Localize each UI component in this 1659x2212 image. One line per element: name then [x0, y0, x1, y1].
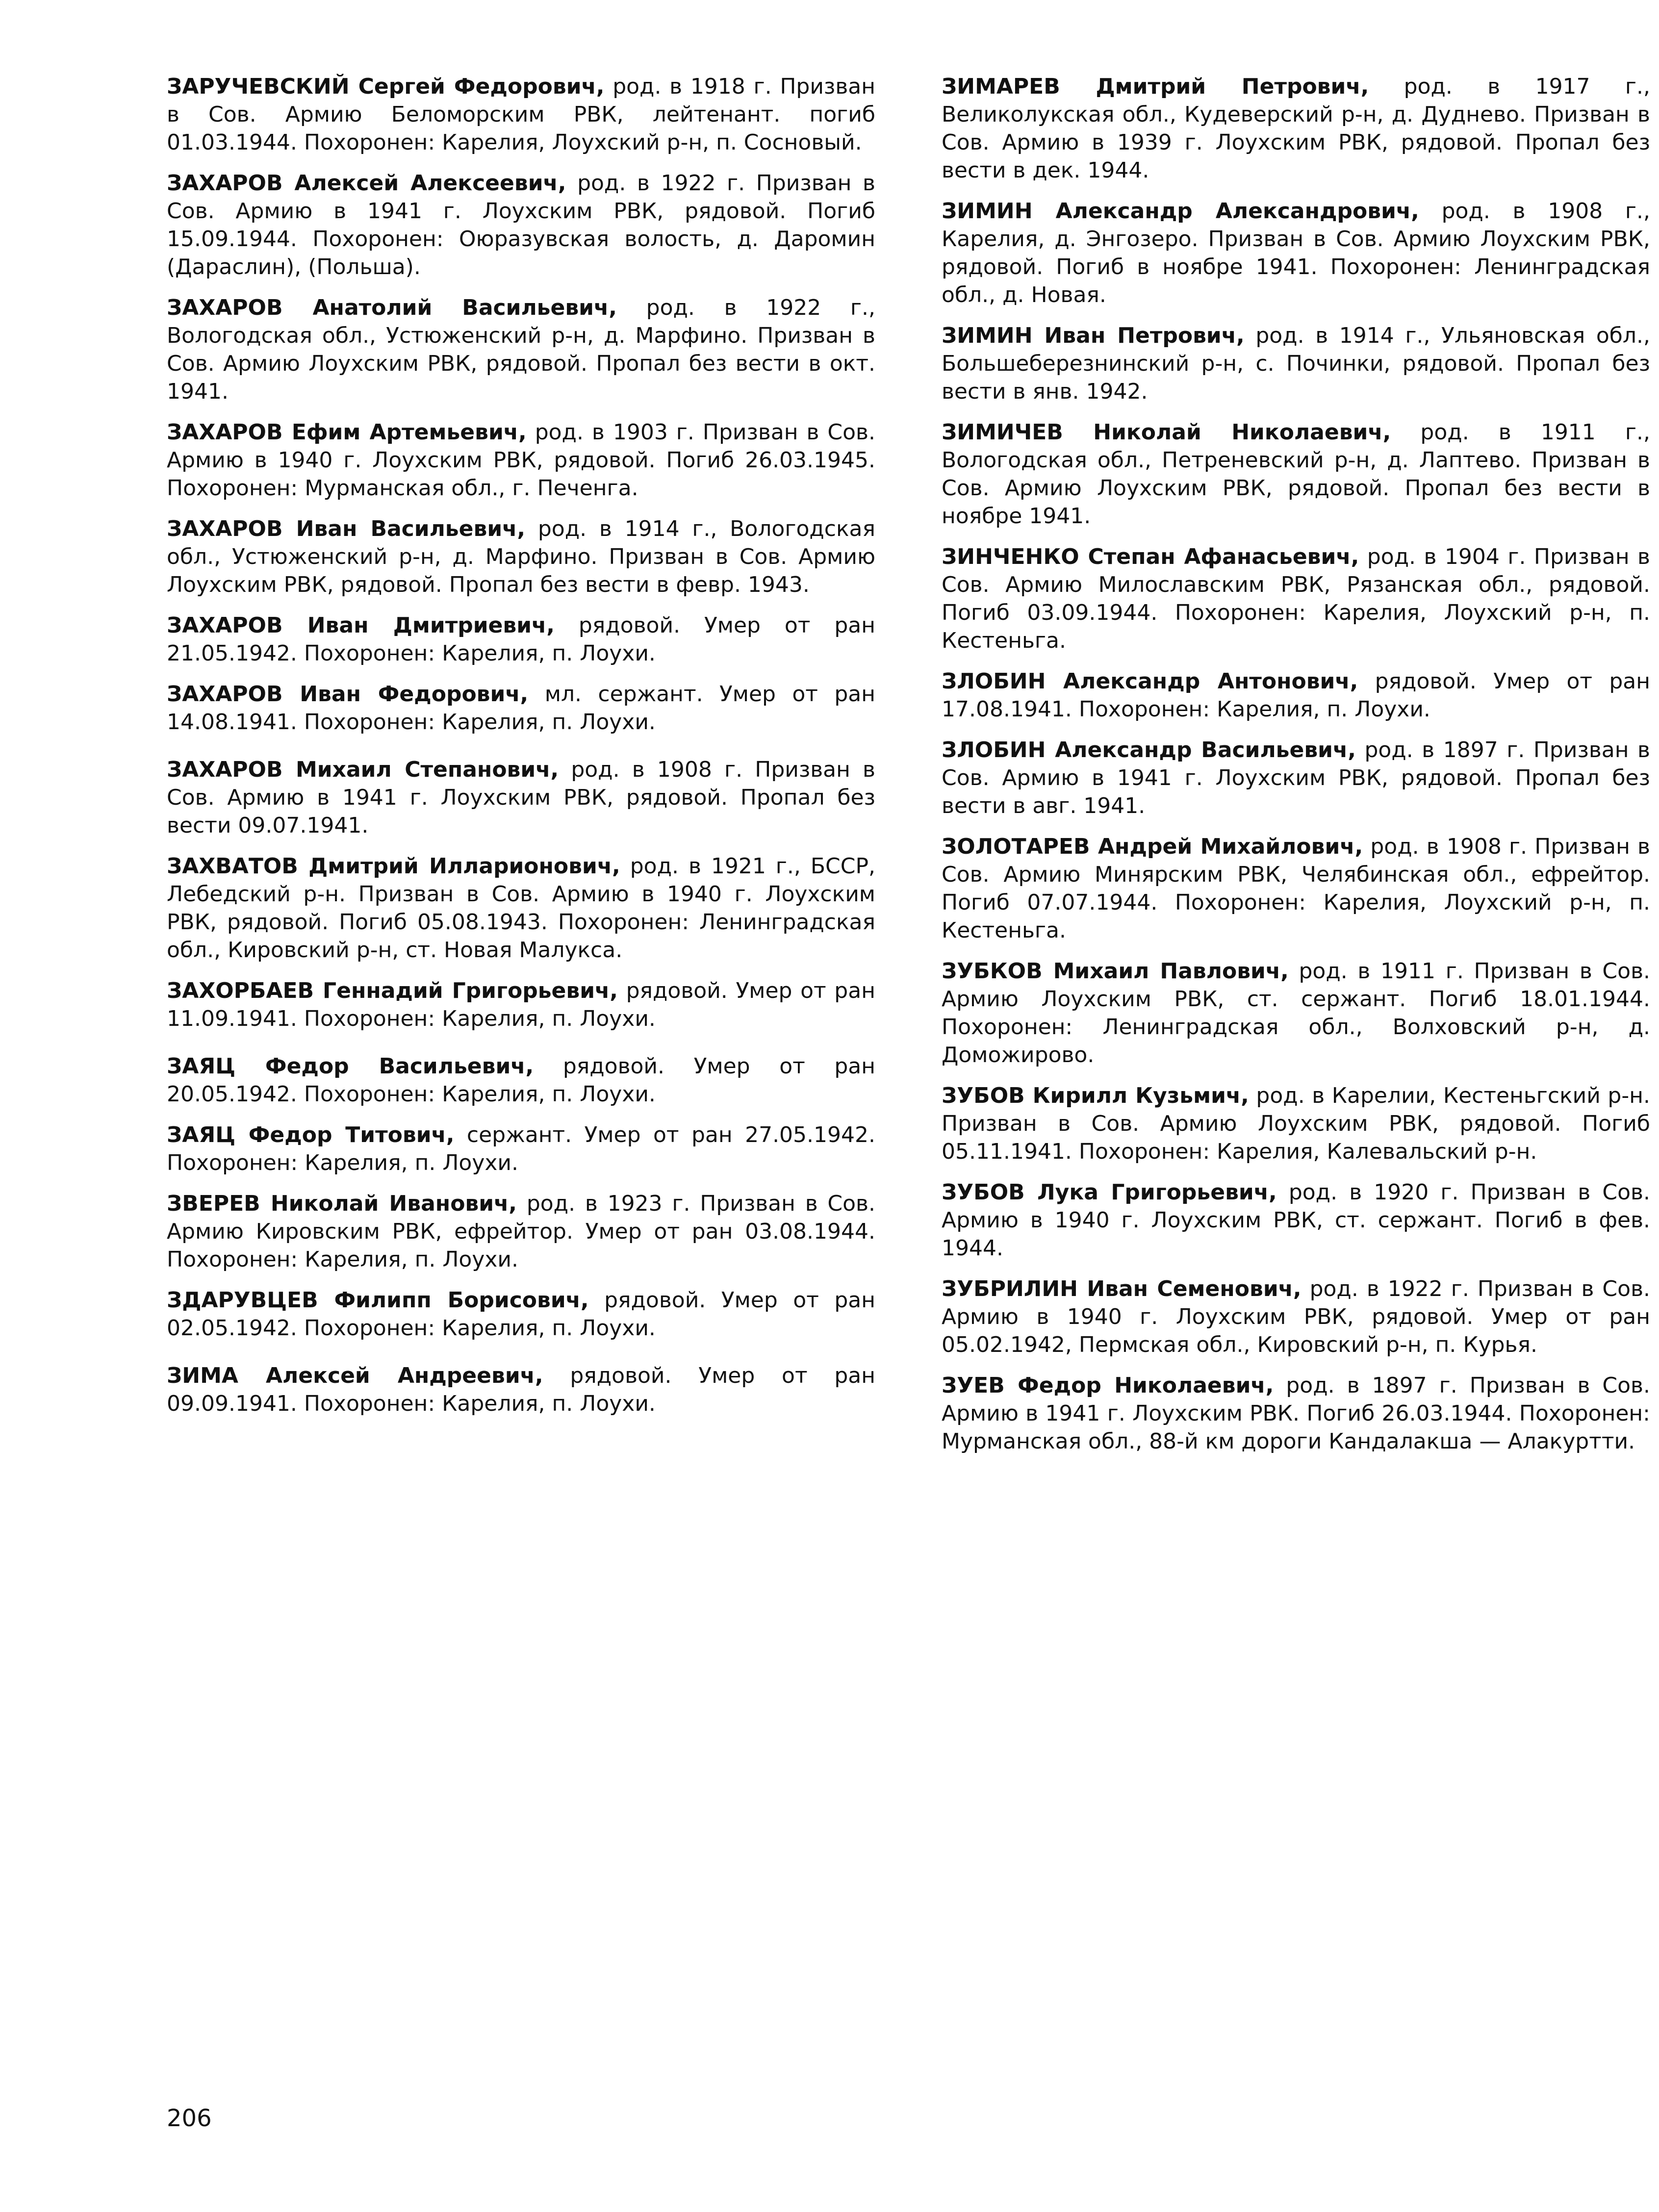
entry-zubkov [942, 957, 1650, 1069]
entry-text: род. в 1914 г., Вологодская обл., Устюженский р-н, д. Марфино. Призван в Сов. Армию Лоухским РВК, рядовой. Пропал без вести в февр. 1943. [167, 516, 875, 597]
page-number: 206 [167, 2105, 212, 2132]
entry-name: ЗИМА Алексей Андреевич, [167, 1363, 543, 1388]
entry-zimarev [942, 73, 1650, 184]
entry-text: рядовой. Умер от ран 11.09.1941. Похоронен: Карелия, п. Лоухи. [167, 978, 875, 1031]
entry-zubov-luka [942, 1178, 1650, 1262]
entry-zimin-aleksandr [942, 197, 1650, 309]
entry-text: род. в 1922 г., Вологодская обл., Устюженский р-н, д. Марфино. Призван в Сов. Армию Лоухским РВК, рядовой. Пропал без вести в окт. 1941. [167, 295, 875, 404]
entry-zuev [942, 1372, 1650, 1455]
entry-name: ЗУБКОВ Михаил Павлович, [942, 959, 1289, 984]
entry-name: ЗАХАРОВ Иван Дмитриевич, [167, 613, 555, 638]
entry-name: ЗАХАРОВ Алексей Алексеевич, [167, 171, 566, 196]
entry-zakharov-mikhail [167, 756, 875, 839]
entry-name: ЗВЕРЕВ Николай Иванович, [167, 1191, 517, 1216]
entry-text: сержант. Умер от ран 27.05.1942. Похоронен: Карелия, п. Лоухи. [167, 1122, 875, 1175]
entry-name: ЗАХАРОВ Анатолий Васильевич, [167, 295, 617, 320]
entry-name: ЗИМАРЕВ Дмитрий Петрович, [942, 74, 1369, 99]
entry-zakharov-ivan-fedorovich [167, 680, 875, 736]
entry-zakharov-efim [167, 418, 875, 502]
entry-text: род. в 1897 г. Призван в Сов. Армию в 1941 г. Лоухским РВК, рядовой. Пропал без вести в авг. 1941. [942, 737, 1650, 818]
entry-text: род. в 1921 г., БССР, Лебедский р-н. Призван в Сов. Армию в 1940 г. Лоухским РВК, рядовой. Погиб 05.08.1943. Похоронен: Ленинградская обл., Кировский р-н, ст. Новая Малукса. [167, 854, 875, 963]
entry-zimichev [942, 418, 1650, 530]
entry-zakharov-ivan-dmitrievich [167, 611, 875, 667]
entry-zakhorbaev [167, 977, 875, 1033]
entry-text: рядовой. Умер от ран 20.05.1942. Похоронен: Карелия, п. Лоухи. [167, 1054, 875, 1107]
entry-name: ЗИМИН Иван Петрович, [942, 323, 1245, 348]
entry-text: род. в 1918 г. Призван в Сов. Армию Беломорским РВК, лейтенант. погиб 01.03.1944. Похоронен: Карелия, Лоухский р-н, п. Сосновый. [167, 74, 875, 155]
entry-zubov-kirill [942, 1082, 1650, 1166]
entry-name: ЗИНЧЕНКО Степан Афанасьевич, [942, 544, 1359, 569]
entry-text: род. в 1922 г. Призван в Сов. Армию в 1940 г. Лоухским РВК, рядовой. Умер от ран 05.02.1942, Пермская обл., Кировский р-н, п. Курья. [942, 1276, 1650, 1357]
entry-name: ЗУБРИЛИН Иван Семенович, [942, 1276, 1302, 1301]
entry-name: ЗАХОРБАЕВ Геннадий Григорьевич, [167, 978, 618, 1003]
entry-text: род. в 1903 г. Призван в Сов. Армию в 1940 г. Лоухским РВК, рядовой. Погиб 26.03.1945. Похоронен: Мурманская обл., г. Печенга. [167, 420, 875, 501]
entry-text: род. в 1911 г. Призван в Сов. Армию Лоухским РВК, ст. сержант. Погиб 18.01.1944. Похоронен: Ленинградская обл., Волховский р-н, д. Доможирово. [942, 959, 1650, 1068]
entry-name: ЗАХАРОВ Михаил Степанович, [167, 757, 559, 782]
entry-text: род. в 1917 г., Великолукская обл., Кудеверский р-н, д. Дуднево. Призван в Сов. Армию в 1939 г. Лоухским РВК, рядовой. Пропал без вести в дек. 1944. [942, 74, 1650, 183]
entry-name: ЗАРУЧЕВСКИЙ Сергей Федорович, [167, 74, 605, 99]
entry-text: рядовой. Умер от ран 09.09.1941. Похоронен: Карелия, п. Лоухи. [167, 1363, 875, 1416]
entry-zakharov-anatoly [167, 294, 875, 406]
entry-zlobin-vasilyevich [942, 736, 1650, 820]
entry-zakhvatov [167, 852, 875, 964]
entry-name: ЗИМИН Александр Александрович, [942, 199, 1419, 224]
entry-zolotarev [942, 833, 1650, 944]
entry-zaruchevsky [167, 73, 875, 156]
entry-zlobin-antonovich [942, 667, 1650, 723]
entry-text: род. в 1911 г., Вологодская обл., Петреневский р-н, д. Лаптево. Призван в Сов. Армию Лоухским РВК, рядовой. Пропал без вести в ноябре 1941. [942, 420, 1650, 529]
entry-zakharov-aleksey [167, 169, 875, 281]
entry-name: ЗАЯЦ Федор Титович, [167, 1122, 455, 1147]
entry-name: ЗЛОБИН Александр Антонович, [942, 669, 1358, 694]
entry-name: ЗИМИЧЕВ Николай Николаевич, [942, 420, 1391, 445]
entry-text: рядовой. Умер от ран 17.08.1941. Похоронен: Карелия, п. Лоухи. [942, 669, 1650, 722]
entry-text: род. в 1908 г. Призван в Сов. Армию Минярским РВК, Челябинская обл., ефрейтор. Погиб 07.07.1944. Похоронен: Карелия, Лоухский р-н, п. Кестеньга. [942, 834, 1650, 943]
entry-text: мл. сержант. Умер от ран 14.08.1941. Похоронен: Карелия, п. Лоухи. [167, 682, 875, 735]
entry-name: ЗАХАРОВ Иван Васильевич, [167, 516, 526, 541]
entry-text: род. в 1904 г. Призван в Сов. Армию Милославским РВК, Рязанская обл., рядовой. Погиб 03.09.1944. Похоронен: Карелия, Лоухский р-н, п. Кестеньга. [942, 544, 1650, 653]
entry-name: ЗДАРУВЦЕВ Филипп Борисович, [167, 1288, 589, 1313]
entry-name: ЗОЛОТАРЕВ Андрей Михайлович, [942, 834, 1363, 859]
entry-name: ЗАХВАТОВ Дмитрий Илларионович, [167, 854, 620, 879]
entry-text: род. в 1922 г. Призван в Сов. Армию в 1941 г. Лоухским РВК, рядовой. Погиб 15.09.1944. Похоронен: Оюразувская волость, д. Даромин (Дараслин), (Польша). [167, 171, 875, 280]
entry-name: ЗАХАРОВ Иван Федорович, [167, 682, 529, 707]
entry-name: ЗУЕВ Федор Николаевич, [942, 1373, 1274, 1398]
entry-zima [167, 1362, 875, 1418]
right-column [942, 73, 1650, 1468]
entry-name: ЗУБОВ Кирилл Кузьмич, [942, 1083, 1249, 1108]
entry-name: ЗУБОВ Лука Григорьевич, [942, 1180, 1277, 1205]
entry-zayats-fedor-vasilyevich [167, 1052, 875, 1108]
entry-text: род. в Карелии, Кестеньгский р-н. Призван в Сов. Армию Лоухским РВК, рядовой. Погиб 05.11.1941. Похоронен: Карелия, Калевальский р-н. [942, 1083, 1650, 1164]
entry-text: род. в 1920 г. Призван в Сов. Армию в 1940 г. Лоухским РВК, ст. сержант. Погиб в фев. 1944. [942, 1180, 1650, 1261]
entry-zubrilin [942, 1275, 1650, 1359]
entry-zimin-ivan [942, 322, 1650, 406]
entry-zverev [167, 1190, 875, 1273]
entry-name: ЗАХАРОВ Ефим Артемьевич, [167, 420, 527, 445]
entry-name: ЗАЯЦ Федор Васильевич, [167, 1054, 534, 1079]
entry-zdaruvtsev [167, 1286, 875, 1342]
entry-text: род. в 1914 г., Ульяновская обл., Большеберезнинский р-н, с. Починки, рядовой. Пропал без вести в янв. 1942. [942, 323, 1650, 404]
entry-name: ЗЛОБИН Александр Васильевич, [942, 737, 1356, 763]
entry-text: род. в 1923 г. Призван в Сов. Армию Кировским РВК, ефрейтор. Умер от ран 03.08.1944. Похоронен: Карелия, п. Лоухи. [167, 1191, 875, 1272]
entry-text: рядовой. Умер от ран 21.05.1942. Похоронен: Карелия, п. Лоухи. [167, 613, 875, 666]
entry-zinchenko [942, 543, 1650, 655]
left-column [167, 73, 875, 1430]
entry-zayats-fedor-titovich [167, 1121, 875, 1177]
entry-text: род. в 1908 г. Призван в Сов. Армию в 1941 г. Лоухским РВК, рядовой. Пропал без вести 09.07.1941. [167, 757, 875, 838]
entry-text: рядовой. Умер от ран 02.05.1942. Похоронен: Карелия, п. Лоухи. [167, 1288, 875, 1341]
entry-zakharov-ivan-vasilyevich [167, 515, 875, 599]
entry-text: род. в 1908 г., Карелия, д. Энгозеро. Призван в Сов. Армию Лоухским РВК, рядовой. Погиб в ноябре 1941. Похоронен: Ленинградская обл., д. Новая. [942, 199, 1651, 307]
entry-text: род. в 1897 г. Призван в Сов. Армию в 1941 г. Лоухским РВК. Погиб 26.03.1944. Похоронен: Мурманская обл., 88-й км дороги Кандалакша — Алакуртти. [942, 1373, 1650, 1454]
